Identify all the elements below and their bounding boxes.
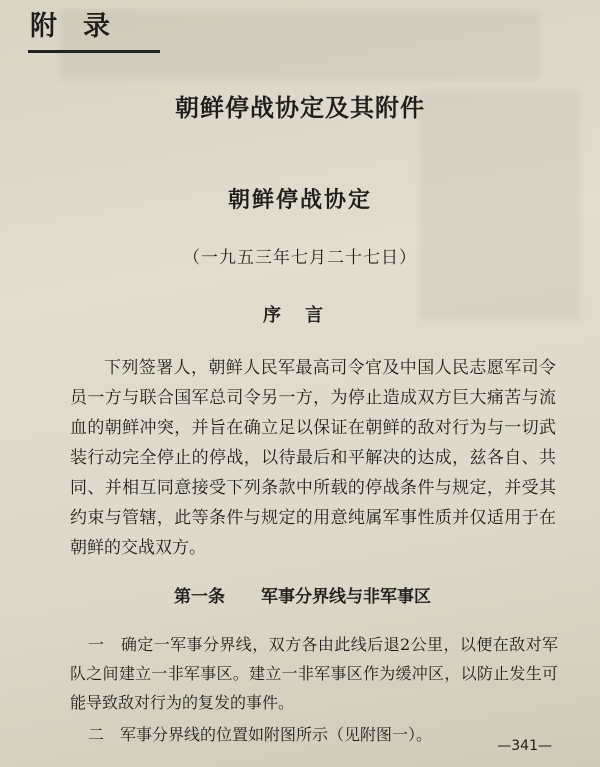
preface-heading: 序言 (263, 305, 347, 326)
article-heading (174, 582, 431, 607)
preamble-paragraph: 下列签署人，朝鲜人民军最高司令官及中国人民志愿军司令员一方与联合国军总司令另一方，为停止造成双方巨大痛苦与流血的朝鲜冲突，并旨在确立足以保证在朝鲜的敌对行为与一切武装行动完全停止的停战，以待最后和平解决的达成，兹各自、共同、并相互同意接受下列条款中所载的停战条件与规定，并受其约束与管辖，此等条件与规定的用意纯属军事性质并仅适用于在朝鲜的交战双方。 (70, 358, 556, 558)
article-number: 第一条 (174, 587, 225, 607)
sub-title: 朝鲜停战协定 (227, 188, 372, 213)
main-title: 朝鲜停战协定及其附件 (175, 94, 425, 122)
section-label: 附录 (30, 11, 136, 42)
article-title: 军事分界线与非军事区 (261, 587, 431, 607)
page-number: —341— (497, 738, 552, 754)
date-line: （一九五三年七月二十七日） (183, 248, 417, 268)
clause-2: 二 军事分界线的位置如附图所示（见附图一）。 (88, 725, 433, 744)
section-underline (28, 50, 160, 53)
clause-1: 一 确定一军事分界线，双方各由此线后退2公里，以便在敌对军队之间建立一非军事区。建立一非军事区作为缓冲区，以防止发生可能导致敌对行为的复发的事件。 (70, 635, 558, 712)
